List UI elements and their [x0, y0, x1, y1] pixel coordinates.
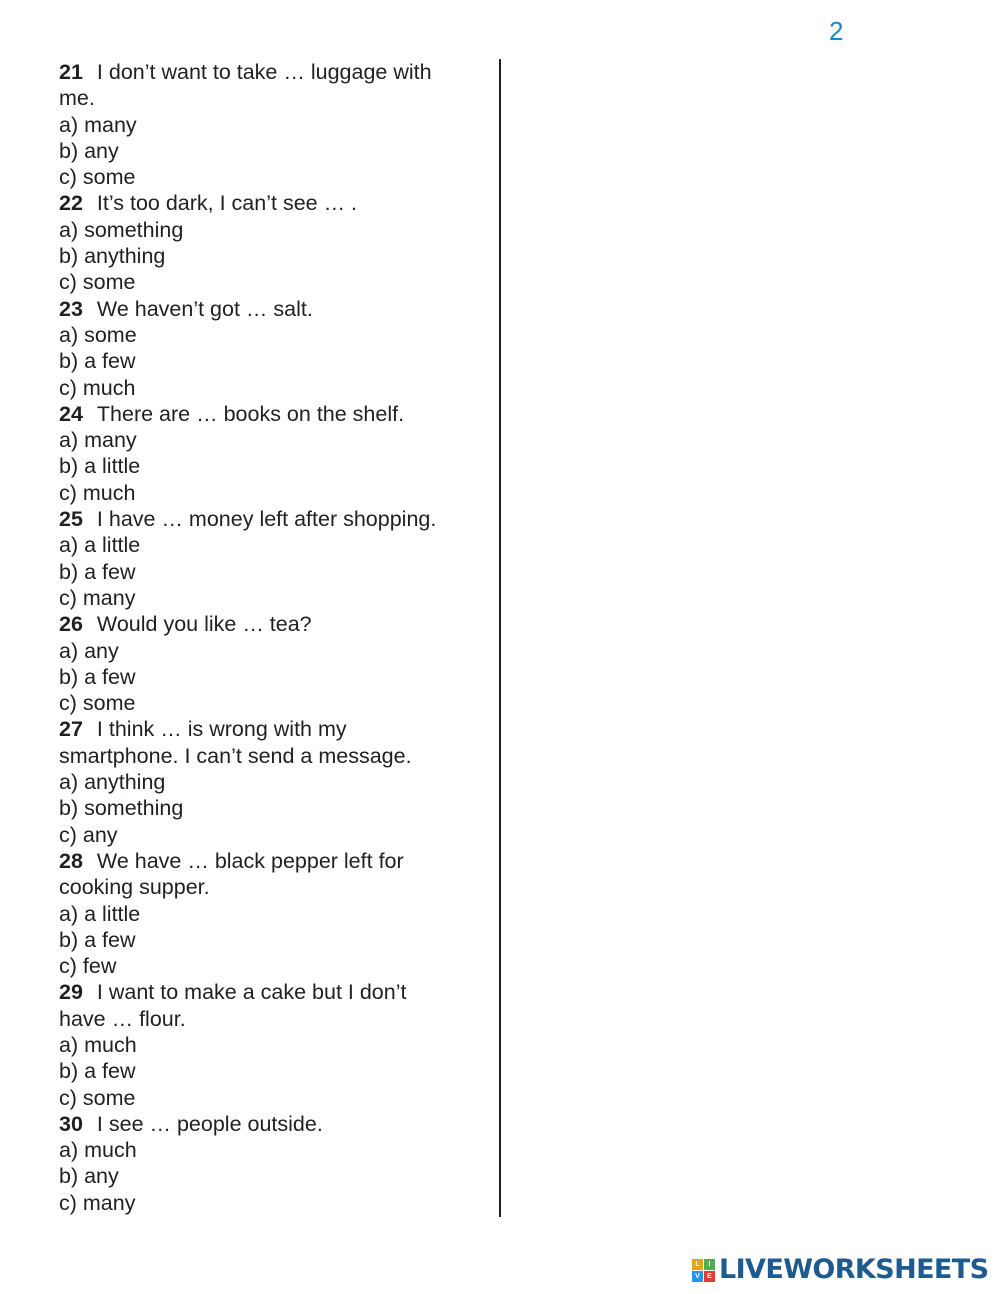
- question-text-line: [59, 401, 484, 427]
- answer-option[interactable]: c) some: [59, 165, 136, 190]
- question-number: 26: [59, 612, 83, 637]
- logo-mark-letter: V: [692, 1271, 703, 1282]
- answer-option[interactable]: b) a few: [59, 1059, 136, 1084]
- answer-option[interactable]: c) few: [59, 954, 117, 979]
- question-text-line: me.: [59, 86, 95, 111]
- question-number: 27: [59, 717, 83, 742]
- question-24: [59, 401, 484, 506]
- question-29: [59, 979, 484, 1110]
- answer-option[interactable]: a) any: [59, 638, 119, 663]
- answer-option[interactable]: a) much: [59, 1032, 137, 1057]
- question-text: I have … money left after shopping.: [96, 507, 437, 532]
- answer-option[interactable]: b) a few: [59, 559, 136, 584]
- question-text: There are … books on the shelf.: [96, 401, 405, 426]
- logo-text: LIVEWORKSHEETS: [719, 1254, 989, 1285]
- question-number: 23: [59, 296, 83, 321]
- question-22: [59, 190, 484, 295]
- question-text: I think … is wrong with my: [96, 717, 347, 742]
- logo-mark-icon: [692, 1259, 715, 1282]
- answer-option[interactable]: a) many: [59, 112, 137, 137]
- question-text: I don’t want to take … luggage with: [96, 60, 432, 84]
- question-28: [59, 848, 484, 979]
- question-text: I want to make a cake but I don’t: [96, 980, 407, 1005]
- question-text-line: [59, 979, 484, 1005]
- question-text-line: [59, 716, 484, 742]
- question-number: 29: [59, 980, 83, 1005]
- answer-option[interactable]: b) anything: [59, 244, 166, 269]
- question-text-line: smartphone. I can’t send a message.: [59, 743, 412, 768]
- logo-mark-letter: E: [704, 1271, 715, 1282]
- page-number: 2: [829, 16, 844, 46]
- question-27: [59, 716, 484, 847]
- question-text-line: [59, 296, 484, 322]
- answer-option[interactable]: c) much: [59, 480, 136, 505]
- questions-column: [59, 59, 484, 1216]
- answer-option[interactable]: a) a little: [59, 533, 141, 558]
- question-number: 21: [59, 60, 83, 84]
- answer-option[interactable]: a) something: [59, 217, 184, 242]
- question-number: 24: [59, 401, 83, 426]
- answer-option[interactable]: a) many: [59, 428, 137, 453]
- question-text-line: [59, 1111, 484, 1137]
- question-26: [59, 611, 484, 716]
- question-text: We have … black pepper left for: [96, 848, 404, 873]
- question-text-line: [59, 59, 484, 85]
- question-text-line: [59, 611, 484, 637]
- logo-mark-letter: L: [692, 1259, 703, 1270]
- question-number: 22: [59, 191, 83, 216]
- answer-option[interactable]: b) something: [59, 796, 184, 821]
- question-text: It’s too dark, I can’t see … .: [96, 191, 358, 216]
- logo-mark-letter: I: [704, 1259, 715, 1270]
- question-25: [59, 506, 484, 611]
- liveworksheets-logo[interactable]: [692, 1254, 988, 1286]
- answer-option[interactable]: b) a few: [59, 349, 136, 374]
- answer-option[interactable]: a) anything: [59, 770, 166, 795]
- answer-option[interactable]: b) any: [59, 1164, 119, 1189]
- answer-option[interactable]: c) many: [59, 585, 136, 610]
- question-text-line: cooking supper.: [59, 875, 210, 900]
- question-21: [59, 59, 484, 190]
- answer-option[interactable]: b) a few: [59, 664, 136, 689]
- question-23: [59, 296, 484, 401]
- answer-option[interactable]: c) any: [59, 822, 118, 847]
- question-text-line: [59, 190, 484, 216]
- question-number: 30: [59, 1111, 83, 1136]
- answer-option[interactable]: c) some: [59, 1085, 136, 1110]
- answer-option[interactable]: b) a little: [59, 454, 141, 479]
- question-text: I see … people outside.: [96, 1111, 323, 1136]
- answer-option[interactable]: a) much: [59, 1138, 137, 1163]
- question-text: We haven’t got … salt.: [96, 296, 313, 321]
- answer-option[interactable]: a) some: [59, 322, 137, 347]
- answer-option[interactable]: c) many: [59, 1190, 136, 1215]
- question-text-line: have … flour.: [59, 1006, 186, 1031]
- answer-option[interactable]: c) some: [59, 691, 136, 716]
- question-text: Would you like … tea?: [96, 612, 312, 637]
- answer-option[interactable]: b) any: [59, 138, 119, 163]
- answer-option[interactable]: c) some: [59, 270, 136, 295]
- question-number: 28: [59, 848, 83, 873]
- question-30: [59, 1111, 484, 1216]
- answer-option[interactable]: b) a few: [59, 927, 136, 952]
- question-text-line: [59, 506, 484, 532]
- column-divider: [499, 59, 501, 1217]
- answer-option[interactable]: a) a little: [59, 901, 141, 926]
- answer-option[interactable]: c) much: [59, 375, 136, 400]
- question-number: 25: [59, 507, 83, 532]
- question-text-line: [59, 848, 484, 874]
